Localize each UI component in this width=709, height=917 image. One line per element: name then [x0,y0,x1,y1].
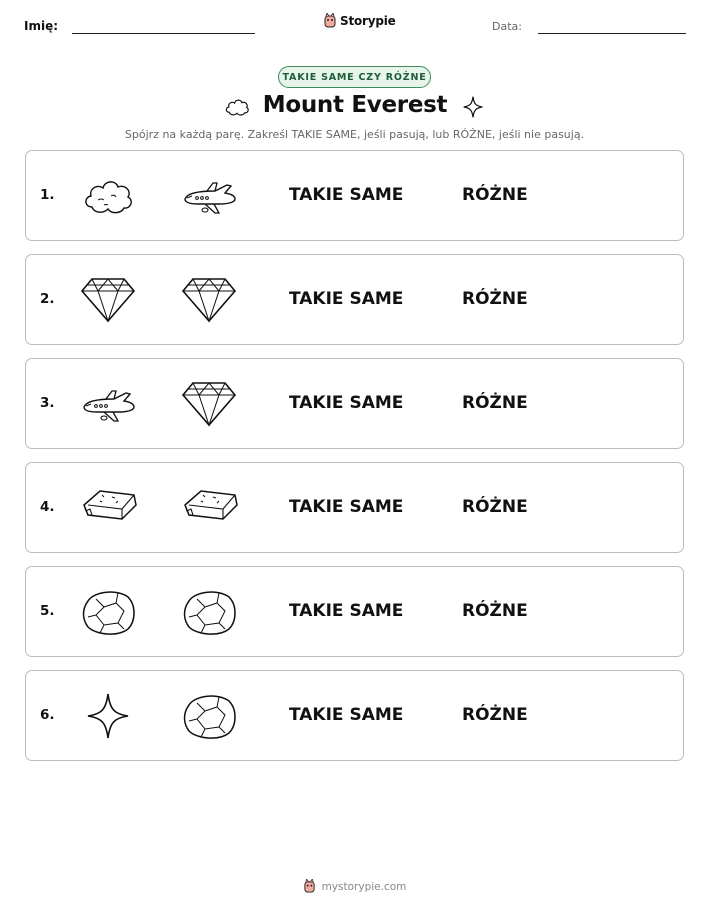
boulder-icon [78,585,138,639]
question-number: 1. [40,187,55,203]
brand-name: Storypie [340,14,396,28]
right-image [179,377,239,431]
diamond-icon [179,273,239,327]
rock-slab-icon [78,481,138,535]
boulder-icon [179,585,239,639]
storypie-mascot-icon [323,13,337,29]
question-row [25,358,684,449]
worksheet-header [0,0,709,50]
date-label: Data: [492,20,522,33]
boulder-icon [179,689,239,743]
option-different[interactable]: RÓŻNE [462,497,528,517]
rock-slab-icon [179,481,239,535]
diamond-icon [179,377,239,431]
date-field-line[interactable] [538,33,686,34]
left-image [78,169,138,223]
brand-logo [323,13,396,29]
storypie-mascot-icon [303,879,316,894]
footer [0,879,709,894]
diamond-icon [78,273,138,327]
question-row [25,462,684,553]
question-number: 3. [40,395,55,411]
question-row [25,566,684,657]
airplane-icon [78,377,138,431]
left-image [78,481,138,535]
option-different[interactable]: RÓŻNE [462,601,528,621]
question-row [25,670,684,761]
right-image [179,169,239,223]
option-same[interactable]: TAKIE SAME [289,185,404,205]
question-row [25,150,684,241]
right-image [179,273,239,327]
instructions: Spójrz na każdą parę. Zakreśl TAKIE SAME, jeśli pasują, lub RÓŻNE, jeśli nie pasują. [124,128,585,141]
left-image [78,377,138,431]
activity-badge: TAKIE SAME CZY RÓŻNE [278,66,431,88]
footer-site-link[interactable]: mystorypie.com [321,880,407,893]
option-different[interactable]: RÓŻNE [462,705,528,725]
option-different[interactable]: RÓŻNE [462,393,528,413]
option-different[interactable]: RÓŻNE [462,185,528,205]
name-label: Imię: [24,19,59,33]
option-same[interactable]: TAKIE SAME [289,393,404,413]
question-number: 6. [40,707,55,723]
option-same[interactable]: TAKIE SAME [289,497,404,517]
option-same[interactable]: TAKIE SAME [289,289,404,309]
question-number: 2. [40,291,55,307]
sparkle-icon [78,689,138,743]
right-image [179,481,239,535]
option-same[interactable]: TAKIE SAME [289,601,404,621]
left-image [78,585,138,639]
airplane-icon [179,169,239,223]
question-row [25,254,684,345]
cloud-icon [78,169,138,223]
title-row [0,92,709,124]
name-field-line[interactable] [72,33,255,34]
page-title: Mount Everest [262,92,448,118]
sparkle-icon [459,94,487,120]
left-image [78,689,138,743]
left-image [78,273,138,327]
option-same[interactable]: TAKIE SAME [289,705,404,725]
right-image [179,585,239,639]
question-number: 5. [40,603,55,619]
cloud-icon [222,94,252,120]
right-image [179,689,239,743]
option-different[interactable]: RÓŻNE [462,289,528,309]
question-number: 4. [40,499,55,515]
